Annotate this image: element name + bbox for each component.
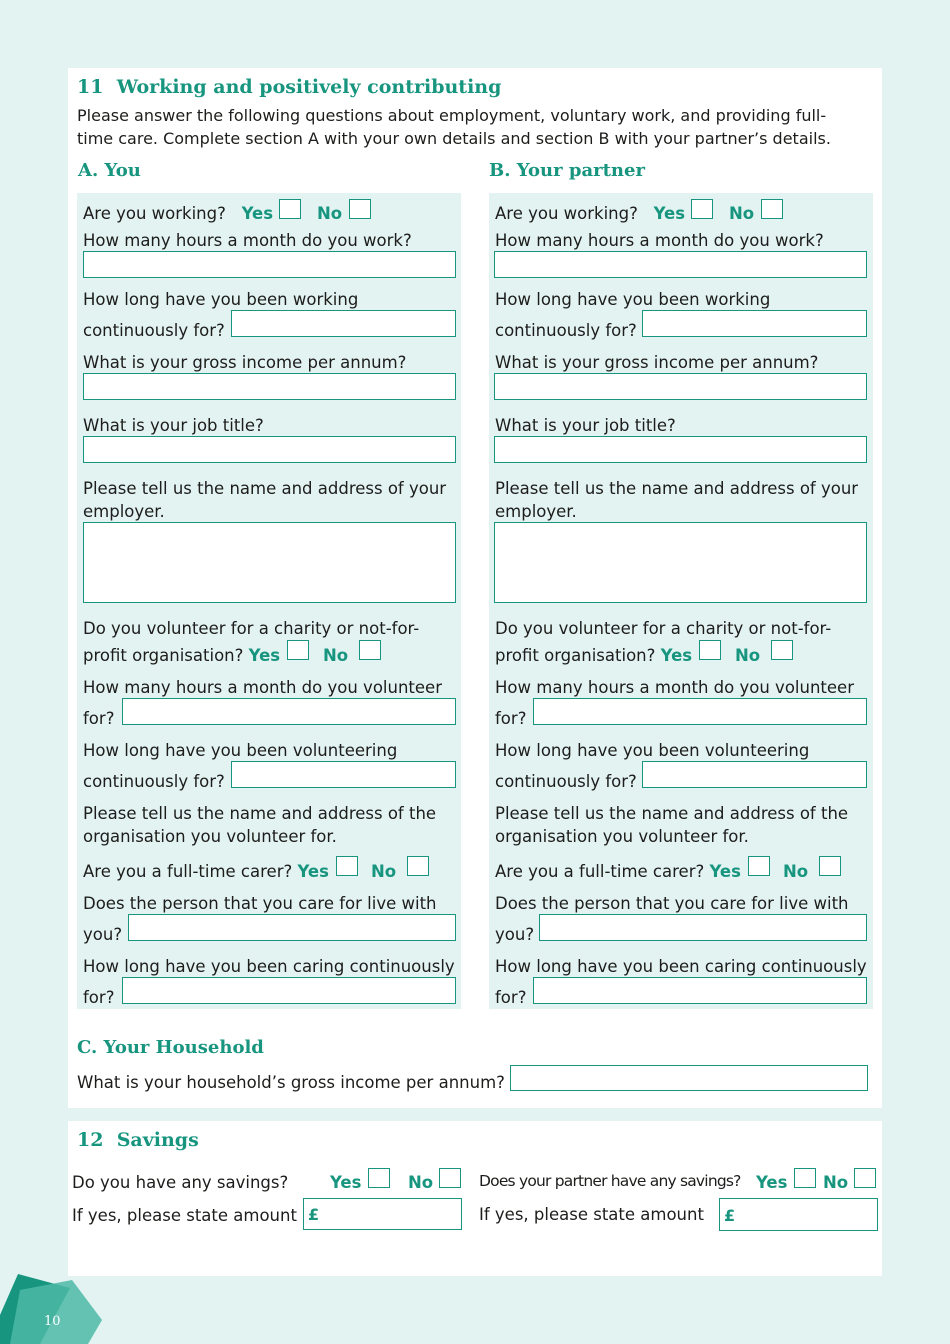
q-organisation-2: organisation you volunteer for. — [83, 827, 337, 846]
partner-savings-yes-checkbox[interactable] — [794, 1168, 816, 1188]
yes-label: Yes — [297, 862, 329, 881]
household-income-input[interactable] — [510, 1065, 868, 1091]
no-label-wrap: No — [729, 204, 755, 223]
q-job-title: What is your job title? — [495, 416, 676, 435]
pound-sign: £ — [308, 1205, 320, 1224]
q-how-long-volunteer-2: continuously for? — [83, 772, 225, 791]
q-hours-volunteer-2: for? — [83, 709, 115, 728]
partner-how-long-working-input[interactable] — [642, 310, 867, 337]
section-intro — [77, 104, 867, 150]
section-number: 11 — [77, 76, 104, 98]
q-hours-volunteer-2: for? — [495, 709, 527, 728]
hours-work-input[interactable] — [83, 251, 456, 278]
q-how-long-volunteer: How long have you been volunteering — [83, 741, 398, 760]
q-organisation: Please tell us the name and address of the — [495, 804, 849, 823]
hours-volunteer-input[interactable] — [122, 698, 456, 725]
q-live-with: Does the person that you care for live with — [495, 894, 849, 913]
q-hours-volunteer: How many hours a month do you volunteer — [495, 678, 854, 697]
q-employer-2: employer. — [495, 502, 577, 521]
live-with-input[interactable] — [128, 914, 456, 941]
partner-how-long-volunteer-input[interactable] — [642, 761, 867, 788]
no-label-wrap: No — [317, 204, 343, 223]
no-label-wrap: No — [735, 646, 761, 665]
q-gross-income: What is your gross income per annum? — [83, 353, 407, 372]
q-hours-work: How many hours a month do you work? — [495, 231, 824, 250]
q-caring: How long have you been caring continuously — [495, 957, 867, 976]
q-live-with-2: you? — [83, 925, 123, 944]
q-live-with-2: you? — [495, 925, 535, 944]
partner-hours-volunteer-input[interactable] — [533, 698, 867, 725]
savings-amount-input[interactable] — [303, 1198, 462, 1230]
section-11-panel — [68, 68, 882, 1108]
partner-savings-amount-label: If yes, please state amount — [479, 1205, 704, 1224]
how-long-working-input[interactable] — [231, 310, 456, 337]
col-b-form — [489, 193, 873, 1009]
gross-income-input[interactable] — [83, 373, 456, 400]
partner-volunteer-yes-checkbox[interactable] — [699, 640, 721, 660]
yes-label: Yes — [248, 646, 281, 665]
carer-yes-checkbox[interactable] — [336, 856, 358, 876]
yes-label: Yes — [241, 204, 274, 223]
q-employer: Please tell us the name and address of your — [495, 479, 859, 498]
q-carer: Are you a full-time carer? Yes — [83, 862, 329, 881]
savings-no-label: No — [408, 1173, 434, 1192]
household-title: C. Your Household — [77, 1037, 264, 1058]
yes-label: Yes — [709, 862, 741, 881]
q-working: Are you working? Yes — [495, 204, 686, 223]
q-hours-work: How many hours a month do you work? — [83, 231, 412, 250]
savings-amount-label: If yes, please state amount — [72, 1206, 297, 1225]
no-label-wrap: No — [371, 862, 397, 881]
partner-working-no-checkbox[interactable] — [761, 199, 783, 219]
pound-sign: £ — [724, 1206, 736, 1225]
q-savings-partner: Does your partner have any savings? — [479, 1172, 741, 1190]
partner-savings-no-label: No — [823, 1173, 849, 1192]
q-how-long-volunteer-2: continuously for? — [495, 772, 637, 791]
working-yes-checkbox[interactable] — [279, 199, 301, 219]
col-a-form — [77, 193, 461, 1009]
intro-line: Please answer the following questions about employment, voluntary work, and providing full- — [77, 106, 827, 125]
q-caring-2: for? — [495, 988, 527, 1007]
q-live-with: Does the person that you care for live with — [83, 894, 437, 913]
q-how-long-working: How long have you been working — [495, 290, 771, 309]
q-caring-2: for? — [83, 988, 115, 1007]
carer-no-checkbox[interactable] — [407, 856, 429, 876]
q-how-long-volunteer: How long have you been volunteering — [495, 741, 810, 760]
section-12-panel — [68, 1121, 882, 1276]
col-b-title: B. Your partner — [489, 160, 645, 181]
caring-input[interactable] — [122, 977, 456, 1004]
q-household-income: What is your household’s gross income per annum? — [77, 1073, 505, 1092]
partner-caring-input[interactable] — [533, 977, 867, 1004]
partner-employer-textarea[interactable] — [494, 522, 867, 603]
volunteer-no-checkbox[interactable] — [359, 640, 381, 660]
q-hours-volunteer: How many hours a month do you volunteer — [83, 678, 442, 697]
q-volunteer-2: profit organisation? Yes — [495, 646, 693, 665]
q-gross-income: What is your gross income per annum? — [495, 353, 819, 372]
q-carer: Are you a full-time carer? Yes — [495, 862, 741, 881]
q-employer: Please tell us the name and address of your — [83, 479, 447, 498]
section-title: Savings — [116, 1129, 199, 1151]
partner-live-with-input[interactable] — [539, 914, 867, 941]
job-title-input[interactable] — [83, 436, 456, 463]
savings-no-checkbox[interactable] — [439, 1168, 461, 1188]
employer-textarea[interactable] — [83, 522, 456, 603]
savings-yes-checkbox[interactable] — [368, 1168, 390, 1188]
working-no-checkbox[interactable] — [349, 199, 371, 219]
savings-yes-label: Yes — [330, 1173, 362, 1192]
partner-hours-work-input[interactable] — [494, 251, 867, 278]
section-title: Working and positively contributing — [116, 76, 502, 98]
q-volunteer: Do you volunteer for a charity or not-for- — [495, 619, 832, 638]
q-job-title: What is your job title? — [83, 416, 264, 435]
col-a-title: A. You — [78, 160, 141, 181]
no-label-wrap: No — [323, 646, 349, 665]
page-number: 10 — [44, 1314, 61, 1329]
volunteer-yes-checkbox[interactable] — [287, 640, 309, 660]
q-how-long-working: How long have you been working — [83, 290, 359, 309]
partner-working-yes-checkbox[interactable] — [691, 199, 713, 219]
partner-carer-no-checkbox[interactable] — [819, 856, 841, 876]
q-volunteer-2: profit organisation? Yes — [83, 646, 281, 665]
q-caring: How long have you been caring continuously — [83, 957, 455, 976]
q-how-long-working-2: continuously for? — [83, 321, 225, 340]
q-employer-2: employer. — [83, 502, 165, 521]
section-12-heading — [77, 1129, 199, 1151]
partner-job-title-input[interactable] — [494, 436, 867, 463]
intro-line: time care. Complete section A with your own details and section B with your partner’s details. — [77, 129, 831, 148]
q-how-long-working-2: continuously for? — [495, 321, 637, 340]
yes-label: Yes — [660, 646, 693, 665]
yes-label: Yes — [653, 204, 686, 223]
partner-savings-yes-label: Yes — [756, 1173, 788, 1192]
q-savings-you: Do you have any savings? — [72, 1173, 289, 1192]
partner-gross-income-input[interactable] — [494, 373, 867, 400]
how-long-volunteer-input[interactable] — [231, 761, 456, 788]
partner-carer-yes-checkbox[interactable] — [748, 856, 770, 876]
section-11-heading — [77, 76, 501, 98]
q-organisation-2: organisation you volunteer for. — [495, 827, 749, 846]
section-number: 12 — [77, 1129, 104, 1151]
q-working: Are you working? Yes — [83, 204, 274, 223]
q-organisation: Please tell us the name and address of the — [83, 804, 437, 823]
partner-savings-amount-input[interactable] — [719, 1198, 878, 1231]
q-volunteer: Do you volunteer for a charity or not-for- — [83, 619, 420, 638]
no-label-wrap: No — [783, 862, 809, 881]
partner-volunteer-no-checkbox[interactable] — [771, 640, 793, 660]
corner-decoration — [0, 1270, 110, 1344]
partner-savings-no-checkbox[interactable] — [854, 1168, 876, 1188]
